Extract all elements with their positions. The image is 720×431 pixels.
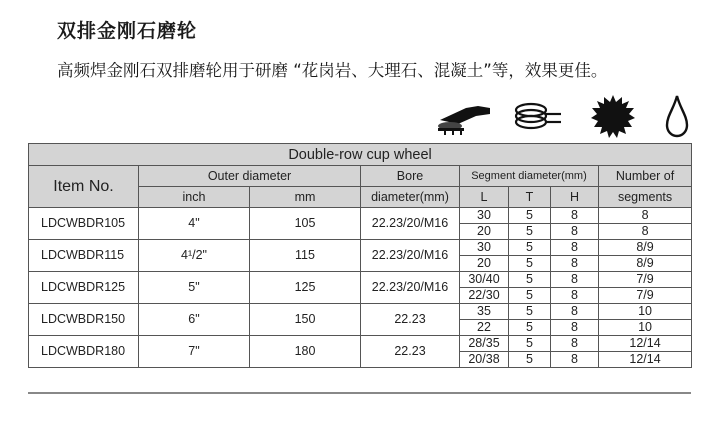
segments-cell: 10	[599, 320, 692, 336]
usage-icons	[0, 92, 720, 142]
t-cell: 5	[509, 304, 551, 320]
mm-cell: 180	[250, 336, 361, 368]
t-header: T	[509, 187, 551, 208]
table-row	[29, 208, 692, 224]
segment-diameter-header: Segment diameter(mm)	[460, 166, 599, 187]
angle-grinder-icon	[436, 94, 492, 136]
t-cell: 5	[509, 272, 551, 288]
t-cell: 5	[509, 336, 551, 352]
l-header: L	[460, 187, 509, 208]
bore-header-line1: Bore	[396, 169, 424, 183]
segments-cell: 8	[599, 208, 692, 224]
segments-cell: 8/9	[599, 240, 692, 256]
segments-cell: 7/9	[599, 288, 692, 304]
t-cell: 5	[509, 224, 551, 240]
item-no-cell: LDCWBDR115	[29, 240, 139, 272]
item-no-cell: LDCWBDR150	[29, 304, 139, 336]
t-cell: 5	[509, 320, 551, 336]
inch-cell: 4¹/2"	[139, 240, 250, 272]
bore-cell: 22.23/20/M16	[361, 272, 460, 304]
inch-cell: 7"	[139, 336, 250, 368]
t-cell: 5	[509, 240, 551, 256]
bore-header-line2: diameter(mm)	[371, 190, 449, 204]
coiled-hose-icon	[511, 100, 563, 132]
water-drop-icon	[664, 94, 690, 138]
item-no-cell: LDCWBDR125	[29, 272, 139, 304]
table-row	[29, 272, 692, 288]
l-cell: 22	[460, 320, 509, 336]
bore-cell: 22.23	[361, 336, 460, 368]
h-cell: 8	[551, 240, 599, 256]
bottom-divider	[28, 392, 691, 394]
product-spec-table	[28, 143, 692, 368]
outer-diameter-header: Outer diameter	[139, 166, 361, 187]
l-cell: 35	[460, 304, 509, 320]
h-cell: 8	[551, 256, 599, 272]
mm-header: mm	[250, 187, 361, 208]
h-cell: 8	[551, 208, 599, 224]
segments-header-cont	[599, 187, 692, 208]
segments-cell: 8	[599, 224, 692, 240]
item-no-cell: LDCWBDR105	[29, 208, 139, 240]
mm-cell: 125	[250, 272, 361, 304]
h-cell: 8	[551, 336, 599, 352]
page-subtitle: 高频焊金刚石双排磨轮用于研磨 “花岗岩、大理石、混凝土”等，效果更佳。	[57, 61, 608, 80]
inch-cell: 5"	[139, 272, 250, 304]
bore-cell: 22.23	[361, 304, 460, 336]
mm-cell: 150	[250, 304, 361, 336]
t-cell: 5	[509, 208, 551, 224]
table-row	[29, 240, 692, 256]
l-cell: 30/40	[460, 272, 509, 288]
item-no-header: Item No.	[29, 166, 139, 208]
segments-header	[599, 166, 692, 187]
inch-header: inch	[139, 187, 250, 208]
l-cell: 22/30	[460, 288, 509, 304]
segments-header-line1: Number of	[615, 169, 675, 183]
h-cell: 8	[551, 304, 599, 320]
segments-cell: 12/14	[599, 336, 692, 352]
diamond-wheel-icon	[591, 94, 635, 138]
h-cell: 8	[551, 352, 599, 368]
item-no-cell: LDCWBDR180	[29, 336, 139, 368]
h-cell: 8	[551, 224, 599, 240]
t-cell: 5	[509, 288, 551, 304]
segments-cell: 7/9	[599, 272, 692, 288]
mm-cell: 105	[250, 208, 361, 240]
bore-cell: 22.23/20/M16	[361, 240, 460, 272]
segments-cell: 10	[599, 304, 692, 320]
inch-cell: 4"	[139, 208, 250, 240]
segments-cell: 8/9	[599, 256, 692, 272]
segments-cell: 12/14	[599, 352, 692, 368]
inch-cell: 6"	[139, 304, 250, 336]
l-cell: 20	[460, 256, 509, 272]
page-title: 双排金刚石磨轮	[57, 20, 198, 42]
bore-header	[361, 166, 460, 187]
bore-cell: 22.23/20/M16	[361, 208, 460, 240]
h-cell: 8	[551, 272, 599, 288]
l-cell: 30	[460, 208, 509, 224]
h-cell: 8	[551, 288, 599, 304]
l-cell: 20/38	[460, 352, 509, 368]
l-cell: 28/35	[460, 336, 509, 352]
table-caption: Double-row cup wheel	[29, 144, 692, 166]
table-row	[29, 304, 692, 320]
mm-cell: 115	[250, 240, 361, 272]
t-cell: 5	[509, 352, 551, 368]
l-cell: 20	[460, 224, 509, 240]
h-cell: 8	[551, 320, 599, 336]
h-header: H	[551, 187, 599, 208]
l-cell: 30	[460, 240, 509, 256]
table-row	[29, 336, 692, 352]
segments-header-line2: segments	[617, 190, 673, 204]
t-cell: 5	[509, 256, 551, 272]
bore-header-cont	[361, 187, 460, 208]
